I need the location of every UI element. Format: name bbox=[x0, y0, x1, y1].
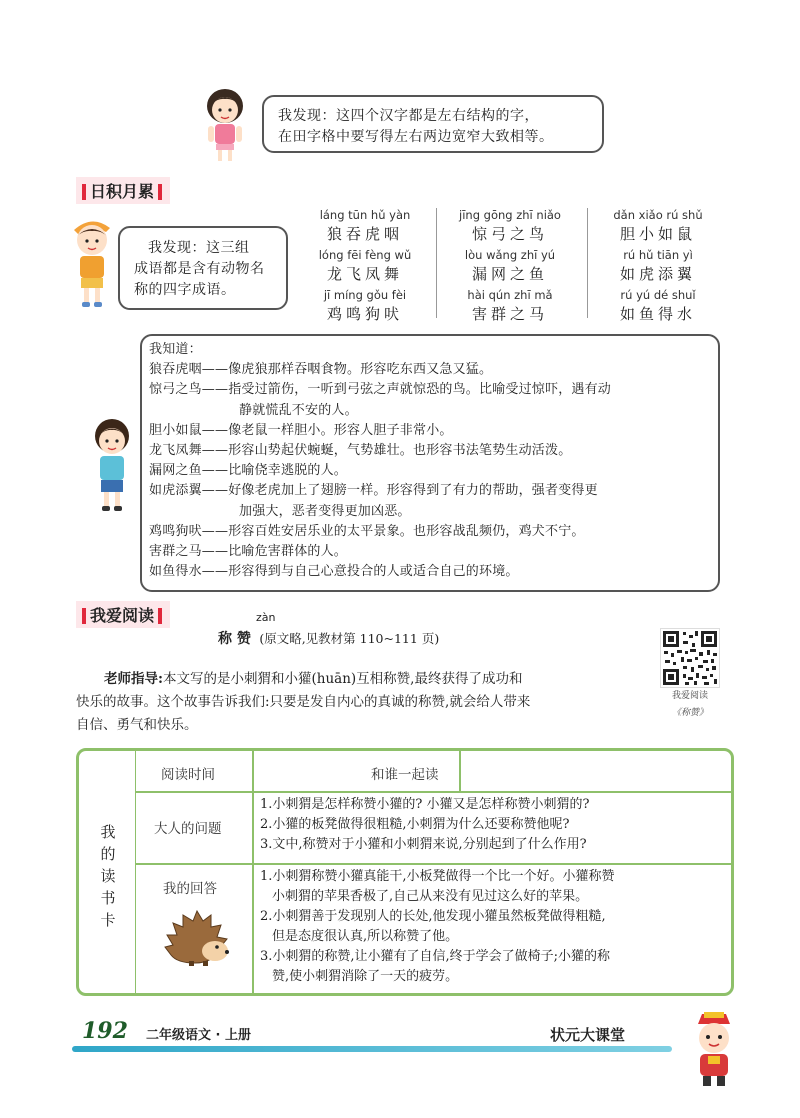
idiom-text: 龙飞凤舞 bbox=[326, 265, 403, 283]
idiom-item bbox=[445, 288, 575, 325]
side-char: 的 bbox=[100, 845, 116, 863]
card-side-label bbox=[79, 751, 136, 993]
grid-line bbox=[252, 751, 254, 993]
hedgehog-illustration bbox=[163, 909, 233, 969]
idiom-pinyin: lóng fēi fèng wǔ bbox=[318, 248, 412, 262]
reading-time-label: 阅读时间 bbox=[161, 767, 215, 783]
guide-label: 老师指导: bbox=[104, 671, 163, 687]
boy-curly-illustration bbox=[86, 416, 138, 516]
side-char: 我 bbox=[100, 823, 116, 841]
top-speech-bubble bbox=[262, 95, 604, 153]
explanation-header: 我知道： bbox=[149, 342, 202, 357]
article-title bbox=[218, 611, 440, 648]
divider bbox=[436, 208, 437, 318]
idiom-pinyin: jīng gōng zhī niǎo bbox=[459, 208, 561, 222]
idiom-pinyin: hài qún zhī mǎ bbox=[467, 288, 553, 302]
answer-line: 3.小刺猬的称赞,让小獾有了自信,终于学会了做椅子;小獾的称 bbox=[260, 949, 611, 964]
explanation-line: 静就慌乱不安的人。 bbox=[239, 402, 358, 418]
bubble-line: 在田字格中要写得左右两边宽窄大致相等。 bbox=[278, 129, 554, 145]
page-number: 192 bbox=[82, 1018, 128, 1044]
grid-line bbox=[136, 791, 731, 793]
explanation-line: 加强大，恶者变得更加凶恶。 bbox=[239, 503, 411, 519]
my-answer-label: 我的回答 bbox=[163, 881, 217, 897]
idiom-pinyin: lòu wǎng zhī yú bbox=[464, 248, 556, 262]
guide-line: 快乐的故事。这个故事告诉我们:只要是发自内心的真诚的称赞,就会给人带来 bbox=[76, 694, 531, 710]
answer-list bbox=[260, 867, 615, 987]
side-char: 卡 bbox=[100, 911, 116, 929]
explanation-line: 胆小如鼠——像老鼠一样胆小。形容人胆子非常小。 bbox=[149, 422, 453, 438]
book-title: 二年级语文 · 上册 bbox=[146, 1028, 251, 1043]
idiom-text: 胆小如鼠 bbox=[619, 225, 696, 243]
explanation-line: 如鱼得水——形容得到与自己心意投合的人或适合自己的环境。 bbox=[149, 564, 519, 580]
idiom-item bbox=[300, 248, 430, 285]
idiom-text: 害群之马 bbox=[471, 305, 548, 323]
idiom-pinyin: rú yú dé shuǐ bbox=[620, 288, 696, 302]
brand-name: 状元大课堂 bbox=[550, 1026, 626, 1044]
mascot-illustration bbox=[684, 1010, 744, 1090]
section-title-reading: 我爱阅读 bbox=[76, 601, 170, 628]
article-title-text: 称 赞 bbox=[218, 631, 251, 647]
idiom-text: 漏网之鱼 bbox=[471, 265, 548, 283]
qr-caption-line: 《称赞》 bbox=[671, 708, 708, 718]
idiom-text: 如鱼得水 bbox=[619, 305, 696, 323]
bubble-line: 称的四字成语。 bbox=[134, 282, 236, 298]
idiom-text: 惊弓之鸟 bbox=[471, 225, 548, 243]
qr-caption bbox=[650, 690, 730, 720]
guide-line: 自信、勇气和快乐。 bbox=[76, 717, 198, 733]
explanation-line: 害群之马——比喻危害群体的人。 bbox=[149, 544, 348, 560]
explanation-line: 如虎添翼——好像老虎加上了翅膀一样。形容得到了有力的帮助，强者变得更 bbox=[149, 483, 598, 499]
answer-line: 但是态度很认真,所以称赞了他。 bbox=[272, 929, 459, 944]
answer-line: 1.小刺猬称赞小獾真能干,小板凳做得一个比一个好。小獾称赞 bbox=[260, 869, 615, 884]
idiom-pinyin: jī míng gǒu fèi bbox=[323, 288, 407, 302]
guide-text: 本文写的是小刺猬和小獾(huān)互相称赞,最终获得了成功和 bbox=[162, 671, 523, 687]
explanation-line: 龙飞凤舞——形容山势起伏蜿蜒，气势雄壮。也形容书法笔势生动活泼。 bbox=[149, 443, 572, 459]
idiom-text: 如虎添翼 bbox=[619, 265, 696, 283]
side-char: 书 bbox=[100, 889, 116, 907]
grid-line bbox=[459, 751, 461, 791]
idiom-item bbox=[300, 208, 430, 245]
boy-illustration bbox=[66, 214, 118, 310]
question-list bbox=[260, 795, 589, 855]
idiom-item bbox=[300, 288, 430, 325]
zan-pinyin: zàn bbox=[256, 611, 276, 624]
answer-line: 小刺猬的苹果香极了,自己从来没有见过这么好的苹果。 bbox=[272, 889, 589, 904]
teacher-guide bbox=[76, 668, 648, 737]
girl-illustration bbox=[196, 86, 254, 164]
question-item: 3.文中,称赞对于小獾和小刺猬来说,分别起到了什么作用? bbox=[260, 837, 587, 852]
grid-line bbox=[136, 863, 731, 865]
section-title-rijiyuelei: 日积月累 bbox=[76, 177, 170, 204]
idiom-item bbox=[593, 208, 723, 245]
idiom-pinyin: rú hǔ tiān yì bbox=[623, 248, 693, 262]
explanation-line: 鸡鸣狗吠——形容百姓安居乐业的太平景象。也形容战乱频仍，鸡犬不宁。 bbox=[149, 523, 585, 539]
idiom-pinyin: láng tūn hǔ yàn bbox=[319, 208, 411, 222]
qr-caption-line: 我爱阅读 bbox=[671, 691, 708, 701]
divider bbox=[587, 208, 588, 318]
reading-card bbox=[76, 748, 734, 996]
idiom-item bbox=[593, 248, 723, 285]
explanation-line: 惊弓之鸟——指受过箭伤，一听到弓弦之声就惊恐的鸟。比喻受过惊吓，遇有动 bbox=[149, 382, 612, 398]
footer-bar bbox=[72, 1046, 672, 1052]
guide-line bbox=[76, 668, 648, 691]
question-item: 1.小刺猬是怎样称赞小獾的? 小獾又是怎样称赞小刺猬的? bbox=[260, 797, 590, 812]
explanation-line: 漏网之鱼——比喻侥幸逃脱的人。 bbox=[149, 463, 348, 479]
bubble-line: 成语都是含有动物名 bbox=[134, 261, 265, 277]
explanation-bubble bbox=[140, 334, 720, 592]
idiom-pinyin: dǎn xiǎo rú shǔ bbox=[613, 208, 703, 222]
idiom-item bbox=[445, 248, 575, 285]
idiom-item bbox=[593, 288, 723, 325]
read-with-label: 和谁一起读 bbox=[371, 767, 439, 783]
idiom-text: 狼吞虎咽 bbox=[326, 225, 403, 243]
answer-line: 赞,使小刺猬消除了一天的疲劳。 bbox=[272, 969, 459, 984]
explanation-line: 狼吞虎咽——像虎狼那样吞咽食物。形容吃东西又急又猛。 bbox=[149, 362, 493, 378]
question-item: 2.小獾的板凳做得很粗糙,小刺猬为什么还要称赞他呢? bbox=[260, 817, 570, 832]
article-note: (原文略,见教材第 110~111 页) bbox=[259, 631, 440, 646]
idiom-grid bbox=[300, 208, 740, 326]
idiom-item bbox=[445, 208, 575, 245]
bubble-line: 我发现：这四个汉字都是左右结构的字， bbox=[278, 108, 539, 124]
adult-question-label: 大人的问题 bbox=[154, 821, 222, 837]
idiom-text: 鸡鸣狗吠 bbox=[326, 305, 403, 323]
bubble-line: 我发现：这三组 bbox=[148, 240, 250, 256]
side-char: 读 bbox=[100, 867, 116, 885]
answer-line: 2.小刺猬善于发现别人的长处,他发现小獾虽然板凳做得粗糙, bbox=[260, 909, 606, 924]
qr-code[interactable] bbox=[660, 628, 720, 688]
idiom-speech-bubble bbox=[118, 226, 288, 310]
